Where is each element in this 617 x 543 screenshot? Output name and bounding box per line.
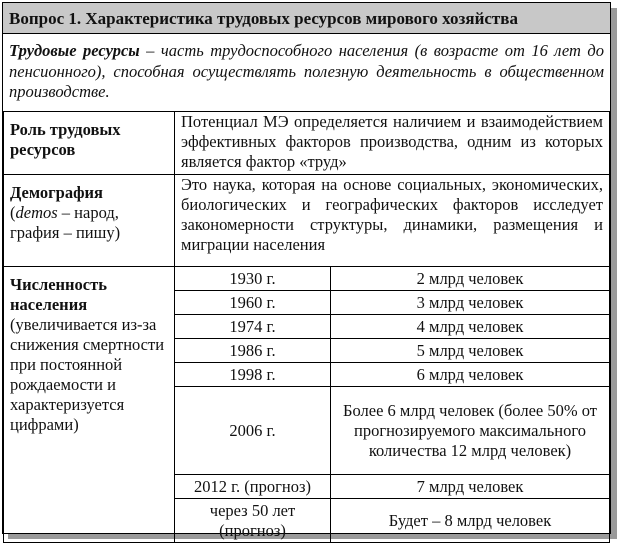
row-label-demography [4, 175, 175, 267]
row-text-demography: Это наука, которая на основе социальных, экономических, биологических и географических факторов исследует закономерности структуры, динамики, размещения и миграции населения [175, 175, 610, 267]
question-card [2, 2, 613, 538]
population-year: 1998 г. [175, 363, 331, 387]
card-box [2, 2, 611, 540]
demography-label: Демография [10, 183, 103, 202]
population-year: 1974 г. [175, 315, 331, 339]
population-year: через 50 лет (прогноз) [175, 499, 331, 543]
population-year: 1930 г. [175, 267, 331, 291]
row-text-role: Потенциал МЭ определяется наличием и взаимодействием эффективных факторов производства, одним из которых является фактор «труд» [175, 112, 610, 175]
table-row-demography [4, 175, 610, 267]
population-year: 1986 г. [175, 339, 331, 363]
population-note: (увеличивается из-за снижения смертности при постоянной рождаемости и характеризуется цифрами) [10, 315, 165, 434]
demography-etymology: (demos – народ, графия – пишу) [10, 203, 121, 242]
population-year: 2012 г. (прогноз) [175, 475, 331, 499]
definition-term: Трудовые ресурсы [9, 41, 140, 60]
definition-text: – часть трудоспособного населения (в возрасте от 16 лет до пенсионного), способная осуществлять полезную деятельность в общественном производстве. [9, 41, 604, 101]
population-value: 3 млрд человек [331, 291, 610, 315]
population-label: Численность населения [10, 275, 107, 314]
population-value: 2 млрд человек [331, 267, 610, 291]
question-title: Вопрос 1. Характеристика трудовых ресурсов мирового хозяйства [3, 3, 610, 34]
table-row-role [4, 112, 610, 175]
population-year: 2006 г. [175, 387, 331, 475]
population-value: 6 млрд человек [331, 363, 610, 387]
population-value: 5 млрд человек [331, 339, 610, 363]
population-value: Будет – 8 млрд человек [331, 499, 610, 543]
population-year: 1960 г. [175, 291, 331, 315]
row-label-population [4, 267, 175, 543]
table-row [4, 267, 610, 291]
row-label-role: Роль трудовых ресурсов [4, 112, 175, 175]
definition-paragraph [9, 41, 604, 103]
population-value: 4 млрд человек [331, 315, 610, 339]
population-value: Более 6 млрд человек (более 50% от прогнозируемого максимального количества 12 млрд человек) [331, 387, 610, 475]
population-value: 7 млрд человек [331, 475, 610, 499]
characteristics-table [3, 111, 610, 543]
